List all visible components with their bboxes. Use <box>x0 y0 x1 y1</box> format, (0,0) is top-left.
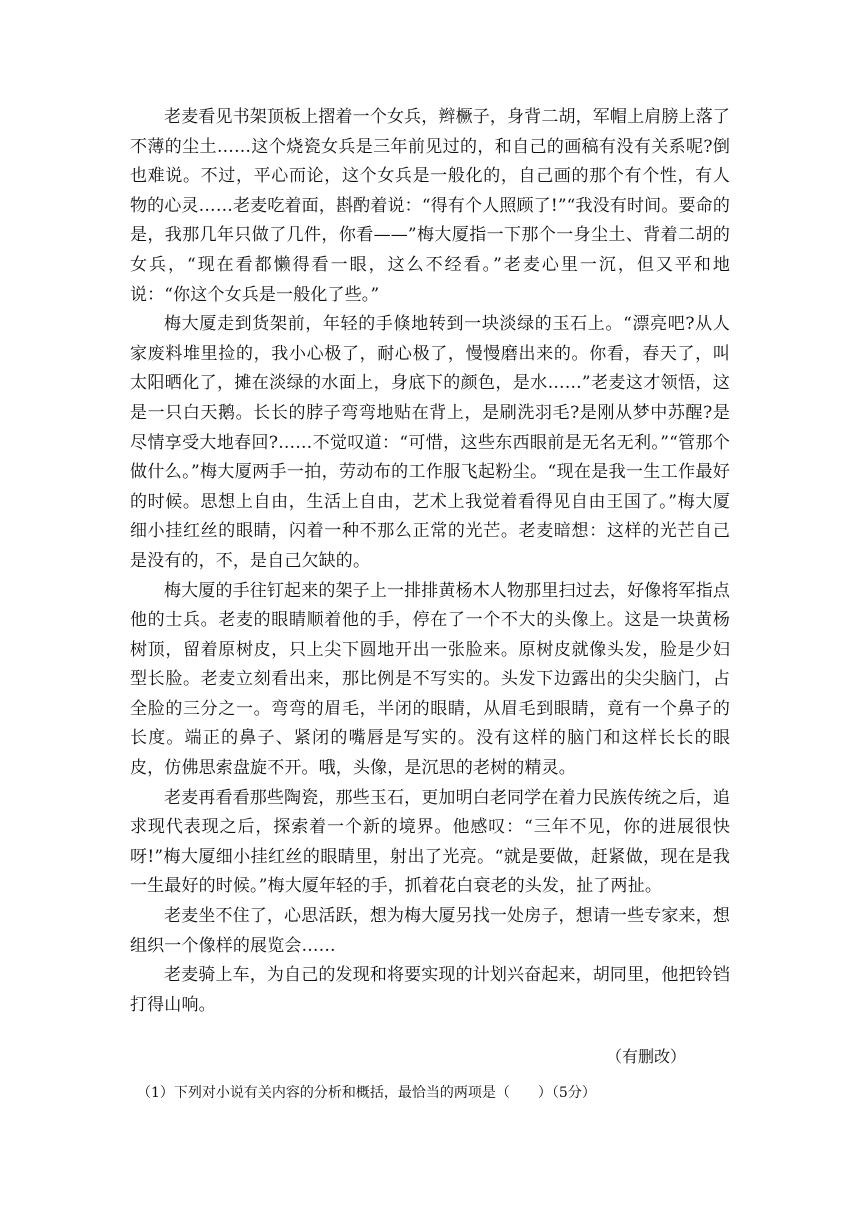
source-note: （有删改） <box>606 1047 687 1066</box>
paragraph-5: 老麦坐不住了，心思活跃，想为梅大厦另找一处房子，想请一些专家来，想组织一个像样的展览会…… <box>130 906 730 956</box>
paragraph-1: 老麦看见书架顶板上摺着一个女兵，辫橛子，身背二胡，军帽上肩膀上落了不薄的尘土……这个烧瓷女兵是三年前见过的，和自己的画稿有没有关系呢?倒也难说。不过，平心而论，这个女兵是一般化的，自己画的那个有个性，有人物的心灵……老麦吃着面，斟酌着说：“得有个人照顾了!”“我没有时间。要命的是，我那几年只做了几件，你看——”梅大厦指一下那个一身尘土、背着二胡的女兵，“现在看都懒得看一眼，这么不经看。”老麦心里一沉，但又平和地说：“你这个女兵是一般化了些。” <box>130 107 730 305</box>
question-1: （1）下列对小说有关内容的分析和概括，最恰当的两项是（ ）（5分） <box>137 1085 596 1101</box>
paragraph-2: 梅大厦走到货架前，年轻的手倏地转到一块淡绿的玉石上。“漂亮吧?从人家废料堆里捡的，我小心极了，耐心极了，慢慢磨出来的。你看，春天了，叫太阳晒化了，摊在淡绿的水面上，身底下的颜色，是水……”老麦这才领悟，这是一只白天鹅。长长的脖子弯弯地贴在背上，是刷洗羽毛?是刚从梦中苏醒?是尽情享受大地春回?……不觉叹道：“可惜，这些东西眼前是无名无利。”“管那个做什么。”梅大厦两手一拍，劳动布的工作服飞起粉尘。“现在是我一生工作最好的时候。思想上自由，生活上自由，艺术上我觉着看得见自由王国了。”梅大厦细小挂红丝的眼睛，闪着一种不那么正常的光芒。老麦暗想：这样的光芒自己是没有的，不，是自己欠缺的。 <box>130 314 730 571</box>
paragraph-3: 梅大厦的手往钉起来的架子上一排排黄杨木人物那里扫过去，好像将军指点他的士兵。老麦的眼睛顺着他的手，停在了一个不大的头像上。这是一块黄杨树顶，留着原树皮，只上尖下圆地开出一张脸来。原树皮就像头发，脸是少妇型长脸。老麦立刻看出来，那比例是不写实的。头发下边露出的尖尖脑门，占全脸的三分之一。弯弯的眉毛，半闭的眼睛，从眉毛到眼睛，竟有一个鼻子的长度。端正的鼻子、紧闭的嘴唇是写实的。没有这样的脑门和这样长长的眼皮，仿佛思索盘旋不开。哦，头像，是沉思的老树的精灵。 <box>130 580 730 779</box>
paragraph-4: 老麦再看看那些陶瓷，那些玉石，更加明白老同学在着力民族传统之后，追求现代表现之后，探索着一个新的境界。他感叹：“三年不见，你的进展很快呀!”梅大厦细小挂红丝的眼睛里，射出了光亮。“就是要做，赶紧做，现在是我一生最好的时候。”梅大厦年轻的手，抓着花白衰老的头发，扯了两扯。 <box>130 787 730 897</box>
paragraph-6: 老麦骑上车，为自己的发现和将要实现的计划兴奋起来，胡同里，他把铃铛打得山响。 <box>130 965 730 1015</box>
article-body <box>130 103 730 1020</box>
